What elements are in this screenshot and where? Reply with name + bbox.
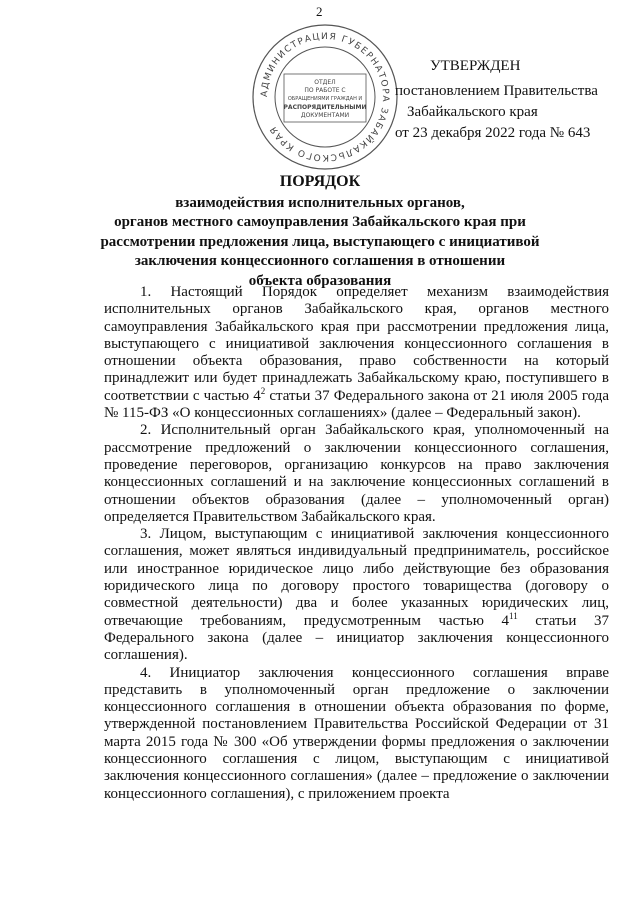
paragraph-2: 2. Исполнительный орган Забайкальского края, уполномоченный на рассмотрение предложений о заключении концессионного соглашения, проведение переговоров, организацию конкурсов на право заключения концессионных соглашений и на заключение концессионных соглашений в отношении объектов образования (далее – уполномоченный орган) определяется Правительством Забайкальского края. <box>104 422 609 525</box>
approval-block <box>395 56 625 144</box>
stamp-ring-text: АДМИНИСТРАЦИЯ ГУБЕРНАТОРА ЗАБАЙКАЛЬСКОГО КРАЯ <box>259 31 391 163</box>
title-line: органов местного самоуправления Забайкальского края при <box>114 214 526 230</box>
approval-line: постановлением Правительства <box>395 83 598 99</box>
stamp-line: ПО РАБОТЕ С <box>304 87 346 94</box>
approval-heading: УТВЕРЖДЕН <box>430 58 521 74</box>
title-line: объекта образования <box>248 272 392 289</box>
document-title <box>60 172 580 291</box>
document-body <box>104 284 609 803</box>
approval-line: Забайкальского края <box>407 104 538 120</box>
paragraph-1: 1. Настоящий Порядок определяет механизм взаимодействия исполнительных органов Забайкальского края, органов местного самоуправления Забайкальского края при рассмотрении предложения лица, выступающего с инициативой заключения концессионного соглашения в отношении объекта образования, право собственности на который принадлежит или будет принадлежать Забайкальскому краю, поступившего в соответствии с частью $4^2$ статьи 37 Федерального закона от 21 июля 2005 года № 115-ФЗ «О концессионных соглашениях» (далее – Федеральный закон). <box>104 284 609 422</box>
title-line: взаимодействия исполнительных органов, <box>175 194 465 211</box>
title-line: заключения концессионного соглашения в отношении <box>134 253 506 269</box>
paragraph-3: 3. Лицом, выступающим с инициативой заключения концессионного соглашения, может являться индивидуальный предприниматель, российское или иностранное юридическое лицо либо действующие без образования юридического лица по договору простого товарищества (договору о совместной деятельности) два и более указанных юридических лиц, отвечающие требованиям, предусмотренным частью $4^{11}$ статьи 37 Федерального закона (далее – инициатор заключения концессионного соглашения). <box>104 526 610 664</box>
page-number: 2 <box>316 4 323 19</box>
approval-line: от 23 декабря 2022 года № 643 <box>395 125 591 141</box>
stamp-line: РАСПОРЯДИТЕЛЬНЫМИ <box>283 104 367 111</box>
title-line: рассмотрении предложения лица, выступающего с инициативой <box>100 233 540 250</box>
stamp-line: ОТДЕЛ <box>314 79 336 86</box>
paragraph-4: 4. Инициатор заключения концессионного соглашения вправе представить в уполномоченный орган предложение о заключении концессионного соглашения в отношении объекта образования по форме, утвержденной постановлением Правительства Российской Федерации от 31 марта 2015 года № 300 «Об утверждении формы предложения о заключении концессионного соглашения с лицом, выступающим с инициативой заключения концессионного соглашения» (далее – предложение о заключении концессионного соглашения), с приложением проекта <box>104 664 609 802</box>
title-main: ПОРЯДОК <box>279 173 361 190</box>
official-stamp <box>250 22 400 172</box>
stamp-line: ДОКУМЕНТАМИ <box>300 112 350 119</box>
stamp-line: ОБРАЩЕНИЯМИ ГРАЖДАН И <box>287 96 363 102</box>
